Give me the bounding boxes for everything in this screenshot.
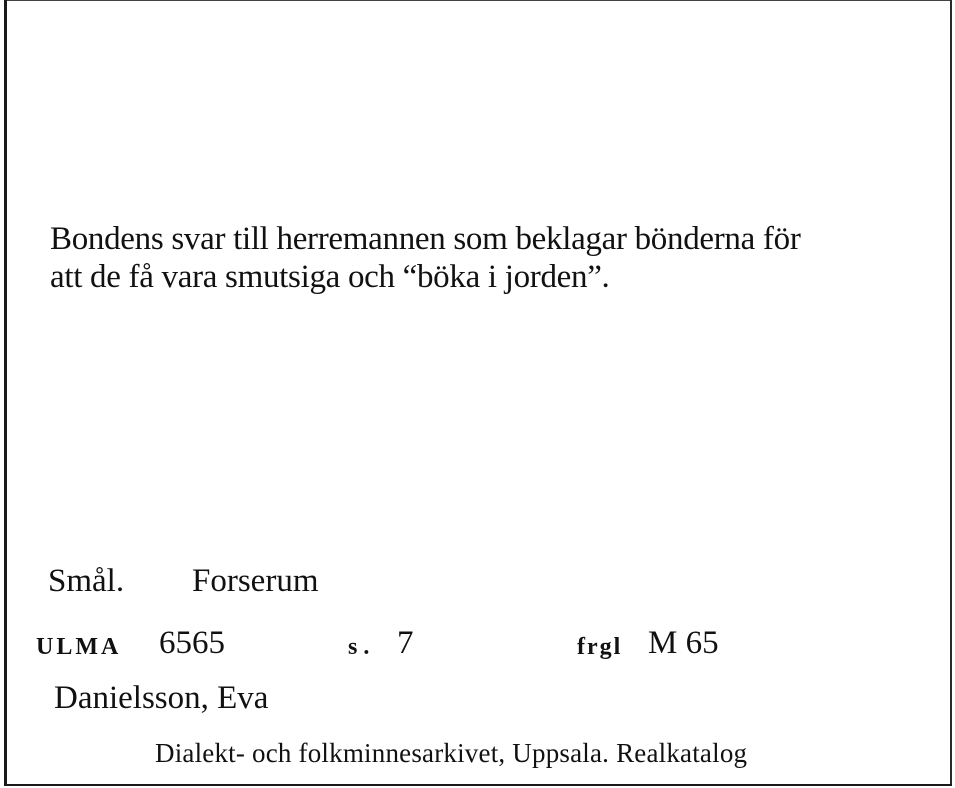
card-border-bottom [4, 784, 952, 786]
card-border-top [4, 0, 952, 1]
province: Smål. [48, 563, 125, 599]
parish: Forserum [192, 563, 319, 599]
page-label: s. [348, 634, 376, 660]
ulma-number: 6565 [159, 625, 225, 661]
ulma-label: ULMA [36, 634, 122, 660]
description-line-1: Bondens svar till herremannen som beklagar bönderna för [50, 221, 801, 257]
card-description [50, 220, 930, 296]
card-border-left [4, 0, 7, 786]
collector-name: Danielsson, Eva [54, 680, 269, 716]
page-number: 7 [397, 625, 414, 661]
card-border-right [950, 0, 952, 786]
frgl-value: M 65 [648, 625, 719, 661]
archive-footer: Dialekt- och folkminnesarkivet, Uppsala. Realkatalog [155, 738, 748, 768]
description-line-2: att de få vara smutsiga och “böka i jorden”. [50, 259, 610, 295]
frgl-label: frgl [577, 634, 623, 660]
